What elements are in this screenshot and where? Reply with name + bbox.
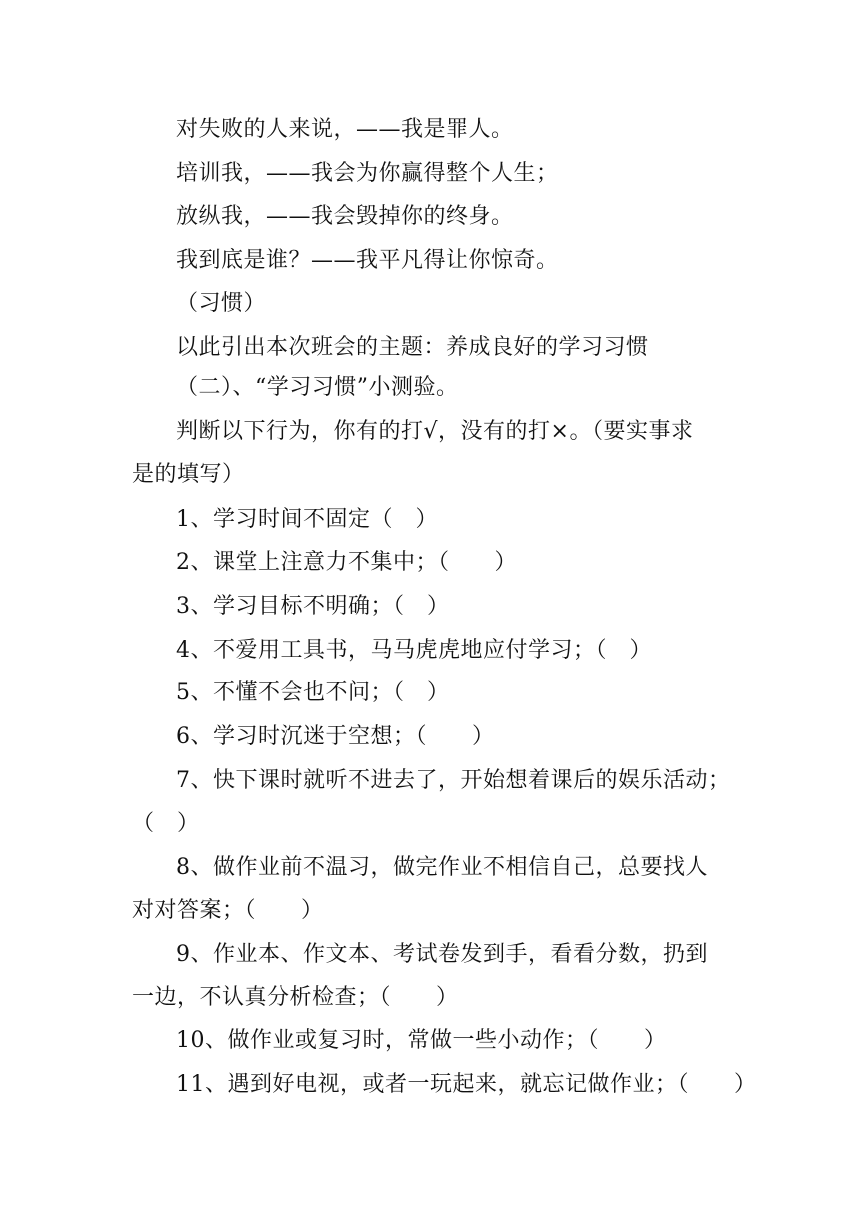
list-item-continuation: （ ） bbox=[132, 811, 200, 836]
list-item-continuation: 对对答案；（ ） bbox=[132, 898, 324, 923]
paragraph-line: 以此引出本次班会的主题：养成良好的学习习惯 bbox=[176, 335, 649, 360]
list-item: 4、不爱用工具书，马马虎虎地应付学习；（ ） bbox=[176, 638, 652, 663]
paragraph-line: 是的填写） bbox=[132, 462, 245, 487]
list-item: 6、学习时沉迷于空想；（ ） bbox=[176, 724, 495, 749]
list-item: 9、作业本、作文本、考试卷发到手，看看分数，扔到 bbox=[176, 942, 708, 967]
list-item: 10、做作业或复习时，常做一些小动作；（ ） bbox=[176, 1028, 667, 1053]
section-heading: （二）、“学习习惯”小测验。 bbox=[176, 375, 459, 400]
list-item: 3、学习目标不明确；（ ） bbox=[176, 594, 450, 619]
paragraph-line: 我到底是谁？——我平凡得让你惊奇。 bbox=[176, 248, 559, 273]
paragraph-line: 对失败的人来说，——我是罪人。 bbox=[176, 117, 514, 142]
list-item: 8、做作业前不温习，做完作业不相信自己，总要找人 bbox=[176, 855, 708, 880]
list-item: 1、学习时间不固定（ ） bbox=[176, 507, 438, 532]
list-item: 5、不懂不会也不问；（ ） bbox=[176, 680, 450, 705]
paragraph-line: 放纵我，——我会毁掉你的终身。 bbox=[176, 204, 514, 229]
list-item: 11、遇到好电视，或者一玩起来，就忘记做作业；（ ） bbox=[176, 1072, 757, 1097]
list-item: 2、课堂上注意力不集中；（ ） bbox=[176, 550, 517, 575]
paragraph-line: （习惯） bbox=[176, 291, 267, 316]
list-item: 7、快下课时就听不进去了，开始想着课后的娱乐活动； bbox=[176, 768, 731, 793]
list-item-continuation: 一边，不认真分析检查；（ ） bbox=[132, 985, 459, 1010]
paragraph-line: 判断以下行为，你有的打√，没有的打×。（要实事求 bbox=[176, 419, 694, 444]
paragraph-line: 培训我，——我会为你赢得整个人生； bbox=[176, 161, 559, 186]
